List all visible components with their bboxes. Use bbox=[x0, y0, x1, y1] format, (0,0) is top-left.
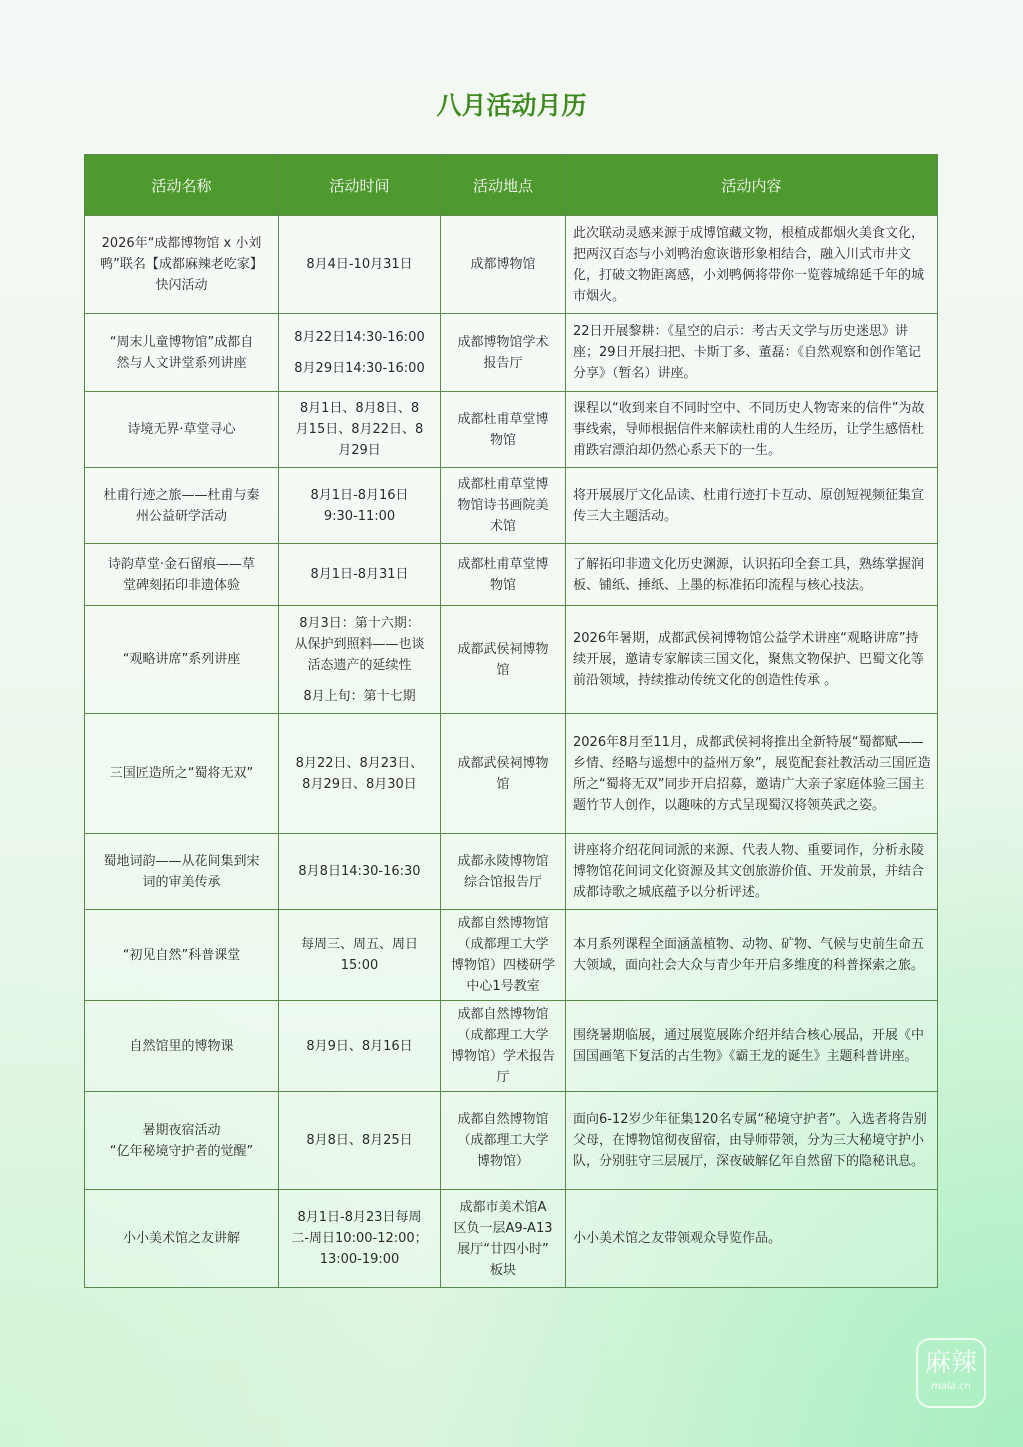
activity-time-cell bbox=[279, 834, 441, 910]
activity-place-line: 成都博物馆 bbox=[470, 257, 536, 272]
activity-place-line: （成都理工大学 bbox=[457, 1133, 549, 1148]
activity-time-line: 15:00 bbox=[340, 958, 379, 973]
activity-time-line: 8月22日、8月23日、 bbox=[295, 755, 424, 771]
activity-content-cell: 将开展展厅文化品读、杜甫行迹打卡互动、原创短视频征集宣传三大主题活动。 bbox=[566, 468, 938, 544]
activity-name-cell bbox=[85, 1092, 279, 1190]
activity-place-cell bbox=[441, 544, 566, 606]
activity-name-cell bbox=[85, 606, 279, 714]
activity-name-cell bbox=[85, 216, 279, 314]
activity-name-cell bbox=[85, 834, 279, 910]
watermark-logo-subtext: mala.cn bbox=[931, 1381, 971, 1392]
activity-content-cell: 围绕暑期临展，通过展览展陈介绍并结合核心展品，开展《中国国画笔下复活的古生物》《霸王龙的诞生》主题科普讲座。 bbox=[566, 1001, 938, 1092]
activity-place-line: （成都理工大学 bbox=[457, 937, 549, 952]
activity-time-line: 8月1日-8月23日每周 bbox=[297, 1210, 422, 1225]
activity-time-line: 9:30-11:00 bbox=[323, 508, 396, 524]
activity-place-cell bbox=[441, 216, 566, 314]
activity-place-cell bbox=[441, 714, 566, 834]
activity-name-line: “周末儿童博物馆”成都自 bbox=[109, 334, 254, 350]
watermark-logo-text: 麻辣 bbox=[924, 1348, 977, 1378]
activity-time-line: 8月上旬：第十七期 bbox=[303, 688, 416, 704]
header-activity-time: 活动时间 bbox=[279, 155, 441, 216]
header-activity-place: 活动地点 bbox=[441, 155, 566, 216]
table-row bbox=[85, 834, 938, 910]
activity-time-line: 8月8日、8月25日 bbox=[306, 1133, 413, 1148]
table-row bbox=[85, 1092, 938, 1190]
activity-place-cell bbox=[441, 314, 566, 392]
activity-place-line: 成都自然博物馆 bbox=[457, 916, 549, 931]
activity-place-line: 成都杜甫草堂博 bbox=[457, 411, 549, 427]
activity-content-cell: 小小美术馆之友带领观众导览作品。 bbox=[566, 1190, 938, 1288]
table-row bbox=[85, 606, 938, 714]
activity-place-cell bbox=[441, 392, 566, 468]
activity-place-line: 厅 bbox=[496, 1070, 510, 1085]
activity-place-line: 博物馆）学术报告 bbox=[450, 1049, 555, 1064]
activity-content-cell: 面向6-12岁少年征集120名专属“秘境守护者”。入选者将告别父母，在博物馆彻夜留宿，由导师带领，分为三大秘境守护小队，分别驻守三层展厅，深夜破解亿年自然留下的隐秘讯息。 bbox=[566, 1092, 938, 1190]
activity-name-line: 三国匠造所之“蜀将无双” bbox=[109, 766, 254, 781]
activity-name-cell bbox=[85, 714, 279, 834]
activity-name-line: 然与人文讲堂系列讲座 bbox=[116, 355, 247, 371]
activity-time-cell bbox=[279, 910, 441, 1001]
activity-name-line: 杜甫行迹之旅——杜甫与秦 bbox=[103, 487, 260, 503]
activity-time-cell bbox=[279, 468, 441, 544]
table-row bbox=[85, 314, 938, 392]
watermark-logo bbox=[916, 1338, 986, 1408]
activity-name-cell bbox=[85, 1190, 279, 1288]
activity-time-line: 每周三、周五、周日 bbox=[300, 937, 418, 952]
activity-time-line: 二-周日10:00-12:00； bbox=[291, 1231, 428, 1246]
header-activity-name: 活动名称 bbox=[85, 155, 279, 216]
activity-place-line: 区负一层A9-A13 bbox=[453, 1220, 553, 1236]
activity-time-cell bbox=[279, 216, 441, 314]
activity-content-cell: 2026年暑期，成都武侯祠博物馆公益学术讲座“观略讲席”持续开展，邀请专家解读三国文化，聚焦文物保护、巴蜀文化等前沿领域，持续推动传统文化的创造性传承 。 bbox=[566, 606, 938, 714]
activity-place-line: 成都博物馆学术 bbox=[457, 334, 549, 350]
activity-content-cell: 22日开展黎耕：《星空的启示：考古天文学与历史迷思》讲座；29日开展扫把、卡斯丁多、董磊：《自然观察和创作笔记分享》（暂名）讲座。 bbox=[566, 314, 938, 392]
activity-name-line: 诗韵草堂·金石留痕——草 bbox=[107, 556, 256, 572]
activity-name-line: 暑期夜宿活动 bbox=[142, 1122, 221, 1138]
activity-place-cell bbox=[441, 606, 566, 714]
activity-time-cell bbox=[279, 606, 441, 714]
activity-name-cell bbox=[85, 544, 279, 606]
activity-place-cell bbox=[441, 834, 566, 910]
activity-name-cell bbox=[85, 1001, 279, 1092]
activity-name-line: 小小美术馆之友讲解 bbox=[122, 1231, 240, 1246]
activity-time-line: 从保护到照料——也谈 bbox=[294, 636, 425, 652]
activity-place-line: 物馆诗书画院美 bbox=[457, 498, 549, 513]
activity-content-cell: 了解拓印非遗文化历史渊源，认识拓印全套工具，熟练掌握润板、铺纸、捶纸、上墨的标准拓印流程与核心技法。 bbox=[566, 544, 938, 606]
activity-place-line: 成都杜甫草堂博 bbox=[457, 556, 549, 572]
activity-name-cell bbox=[85, 392, 279, 468]
activity-name-line: 堂碑刻拓印非遗体验 bbox=[122, 577, 240, 593]
activity-calendar-table bbox=[84, 154, 938, 1288]
activity-place-line: 成都杜甫草堂博 bbox=[457, 477, 549, 492]
activity-time-line: 8月1日-8月31日 bbox=[310, 567, 409, 582]
activity-place-line: 展厅“廿四小时” bbox=[457, 1241, 549, 1257]
activity-place-line: 板块 bbox=[489, 1262, 516, 1278]
activity-time-line: 8月8日14:30-16:30 bbox=[298, 864, 421, 879]
activity-place-line: （成都理工大学 bbox=[457, 1028, 549, 1043]
activity-place-line: 成都市美术馆A bbox=[459, 1199, 547, 1215]
activity-name-line: “观略讲席”系列讲座 bbox=[122, 652, 241, 667]
activity-time-cell bbox=[279, 1001, 441, 1092]
activity-name-line: 鸭”联名【成都麻辣老吃家】 bbox=[100, 257, 263, 272]
activity-place-line: 成都自然博物馆 bbox=[457, 1007, 549, 1022]
activity-content-cell: 此次联动灵感来源于成博馆藏文物，根植成都烟火美食文化，把两汉百态与小刘鸭治愈诙谐形象相结合，融入川式市井文化，打破文物距离感，小刘鸭俩将带你一览蓉城绵延千年的城市烟火。 bbox=[566, 216, 938, 314]
table-row bbox=[85, 216, 938, 314]
activity-time-line: 8月22日14:30-16:00 bbox=[294, 329, 425, 345]
activity-time-cell bbox=[279, 392, 441, 468]
activity-time-cell bbox=[279, 1190, 441, 1288]
activity-time-line: 8月4日-10月31日 bbox=[306, 257, 413, 272]
activity-name-line: “亿年秘境守护者的觉醒” bbox=[109, 1143, 254, 1159]
header-activity-content: 活动内容 bbox=[566, 155, 938, 216]
activity-time-line: 活态遗产的延续性 bbox=[307, 657, 412, 673]
activity-name-line: 快闪活动 bbox=[155, 278, 208, 293]
activity-name-cell bbox=[85, 314, 279, 392]
activity-name-line: 2026年“成都博物馆 x 小刘 bbox=[101, 236, 262, 251]
page-title: 八月活动月历 bbox=[436, 91, 587, 120]
table-row bbox=[85, 714, 938, 834]
activity-time-line: 8月29日、8月30日 bbox=[302, 776, 417, 792]
activity-content-cell: 课程以“收到来自不同时空中、不同历史人物寄来的信件”为故事线索，导师根据信件来解读杜甫的人生经历，让学生感悟杜甫跌宕漂泊却仍然心系天下的一生。 bbox=[566, 392, 938, 468]
activity-place-line: 物馆 bbox=[489, 577, 516, 593]
table-row bbox=[85, 910, 938, 1001]
activity-name-cell bbox=[85, 468, 279, 544]
activity-time-cell bbox=[279, 1092, 441, 1190]
activity-place-cell bbox=[441, 1092, 566, 1190]
activity-time-cell bbox=[279, 714, 441, 834]
activity-place-cell bbox=[441, 468, 566, 544]
activity-place-cell bbox=[441, 910, 566, 1001]
table-row bbox=[85, 1190, 938, 1288]
table-row bbox=[85, 1001, 938, 1092]
activity-name-line: “初见自然”科普课堂 bbox=[122, 947, 241, 963]
activity-name-line: 蜀地词韵——从花间集到宋 bbox=[103, 853, 260, 869]
activity-place-cell bbox=[441, 1190, 566, 1288]
activity-name-line: 诗境无界·草堂寻心 bbox=[127, 422, 236, 437]
activity-content-cell: 2026年8月至11月，成都武侯祠将推出全新特展“蜀都赋——乡情、经略与遥想中的益州万象”，展览配套社教活动三国匠造所之“蜀将无双”同步开启招募，邀请广大亲子家庭体验三国主题竹节人创作，以趣味的方式呈现蜀汉将领英武之姿。 bbox=[566, 714, 938, 834]
activity-place-line: 馆 bbox=[496, 662, 510, 678]
table-row bbox=[85, 544, 938, 606]
activity-time-line: 13:00-19:00 bbox=[319, 1252, 400, 1267]
activity-place-line: 博物馆） bbox=[476, 1154, 529, 1169]
activity-place-line: 术馆 bbox=[489, 519, 516, 534]
activity-place-line: 成都永陵博物馆 bbox=[457, 853, 549, 869]
activity-place-cell bbox=[441, 1001, 566, 1092]
activity-content-cell: 讲座将介绍花间词派的来源、代表人物、重要词作，分析永陵博物馆花间词文化资源及其文创旅游价值、开发前景，并结合成都诗歌之城底蕴予以分析评述。 bbox=[566, 834, 938, 910]
activity-time-line: 8月1日、8月8日、8 bbox=[299, 401, 420, 416]
activity-time-line: 月15日、8月22日、8 bbox=[295, 422, 424, 437]
activity-time-line: 8月29日14:30-16:00 bbox=[294, 360, 425, 376]
activity-place-line: 博物馆）四楼研学 bbox=[450, 958, 555, 973]
activity-place-line: 成都武侯祠博物 bbox=[457, 641, 549, 657]
table-row bbox=[85, 392, 938, 468]
activity-time-cell bbox=[279, 314, 441, 392]
activity-place-line: 馆 bbox=[496, 776, 510, 792]
activity-name-line: 词的审美传承 bbox=[142, 874, 221, 890]
activity-name-line: 自然馆里的博物课 bbox=[129, 1038, 234, 1054]
activity-time-line: 月29日 bbox=[338, 443, 381, 458]
activity-name-cell bbox=[85, 910, 279, 1001]
activity-time-cell bbox=[279, 544, 441, 606]
activity-time-line: 8月9日、8月16日 bbox=[306, 1038, 413, 1054]
activity-content-cell: 本月系列课程全面涵盖植物、动物、矿物、气候与史前生命五大领域，面向社会大众与青少年开启多维度的科普探索之旅。 bbox=[566, 910, 938, 1001]
activity-place-line: 成都自然博物馆 bbox=[457, 1112, 549, 1127]
activity-place-line: 中心1号教室 bbox=[466, 979, 540, 994]
table-header-row bbox=[85, 155, 938, 216]
activity-time-line: 8月3日：第十六期： bbox=[299, 615, 420, 631]
activity-place-line: 报告厅 bbox=[483, 355, 523, 371]
activity-time-line: 8月1日-8月16日 bbox=[310, 487, 409, 503]
activity-place-line: 综合馆报告厅 bbox=[463, 874, 542, 890]
activity-place-line: 成都武侯祠博物 bbox=[457, 755, 549, 771]
activity-name-line: 州公益研学活动 bbox=[135, 508, 227, 524]
activity-place-line: 物馆 bbox=[489, 432, 516, 448]
table-row bbox=[85, 468, 938, 544]
